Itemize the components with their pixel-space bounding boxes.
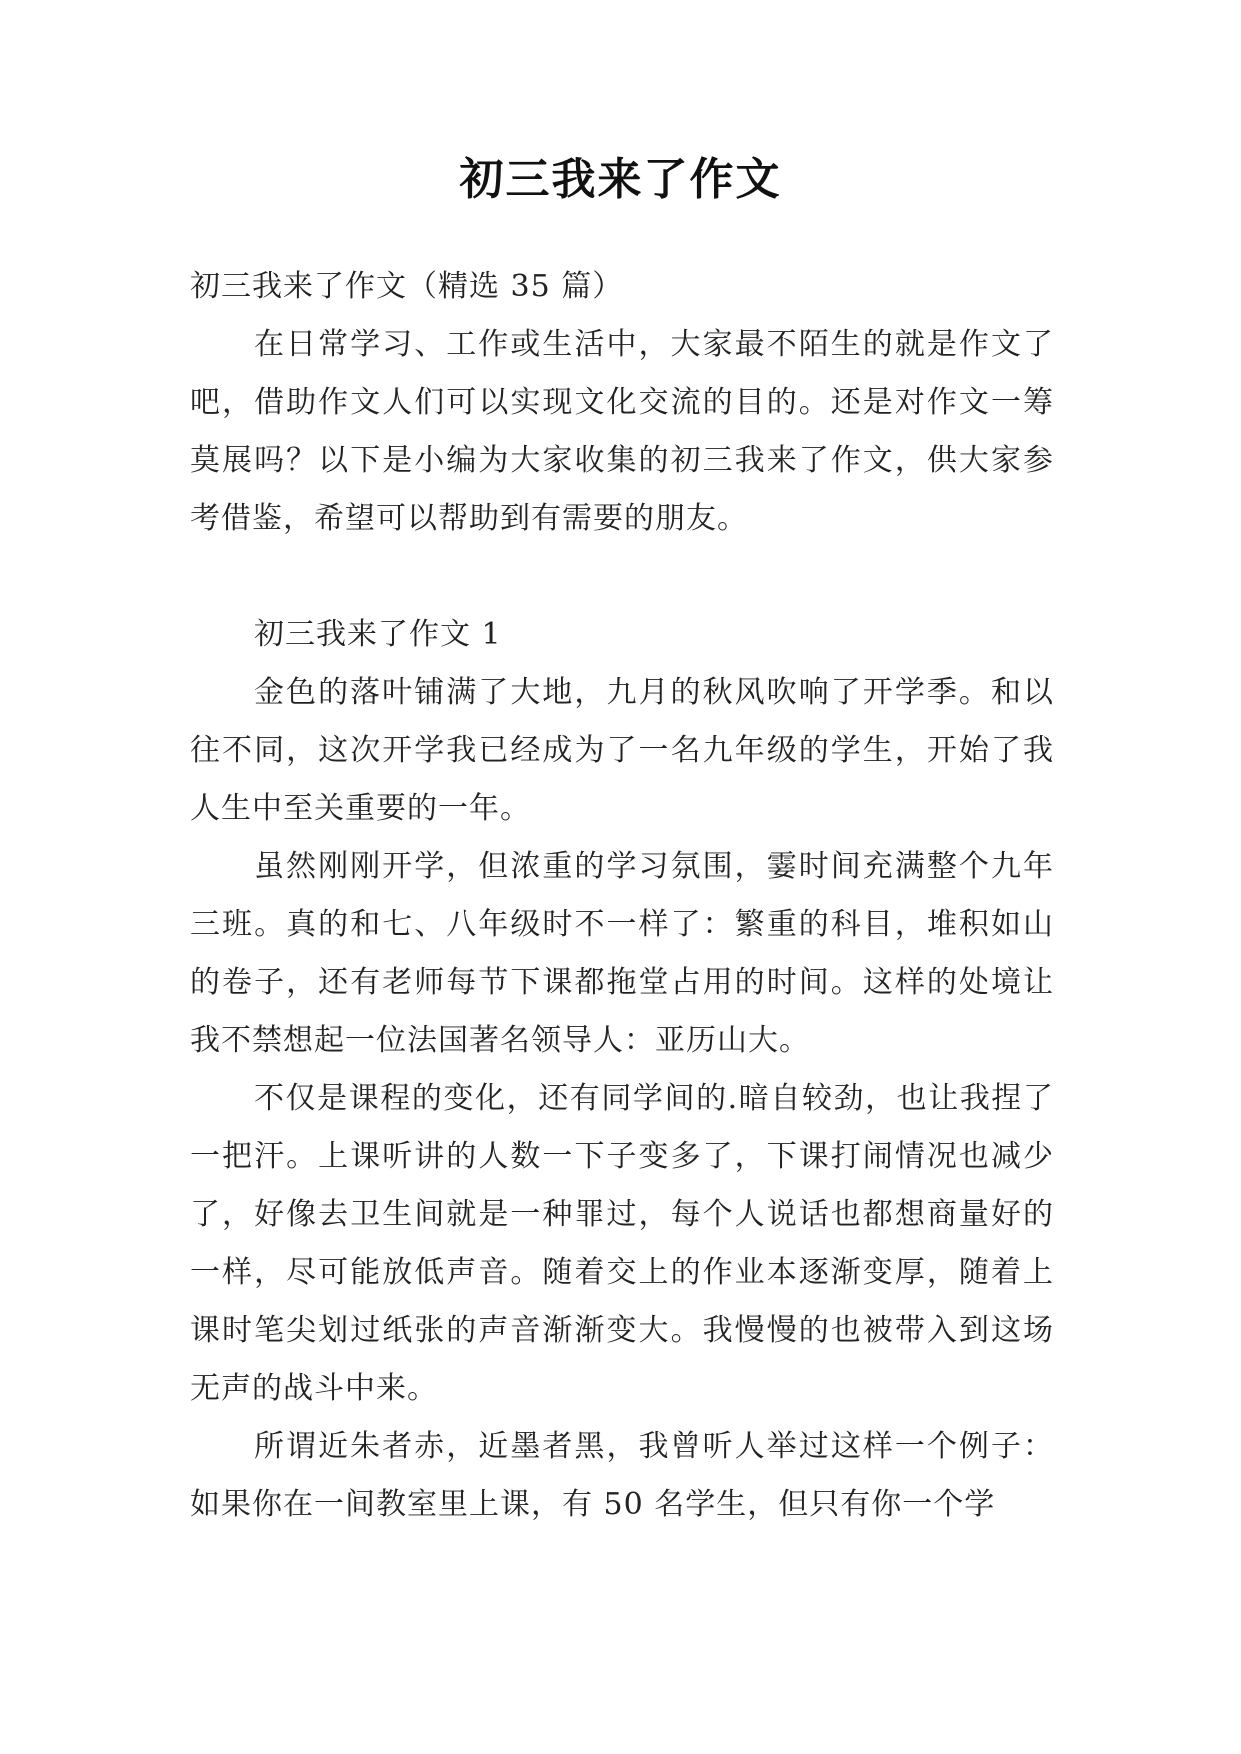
section-heading: 初三我来了作文 1 (254, 617, 502, 652)
document-body (190, 258, 1054, 1534)
section-spacer (190, 548, 1054, 606)
document-subtitle: 初三我来了作文（精选 35 篇） (190, 269, 624, 304)
body-paragraph: 所谓近朱者赤，近墨者黑，我曾听人举过这样一个例子：如果你在一间教室里上课，有 50 名学生，但只有你一个学 (190, 1429, 1054, 1522)
body-paragraph: 虽然刚刚开学，但浓重的学习氛围，霎时间充满整个九年三班。真的和七、八年级时不一样了：繁重的科目，堆积如山的卷子，还有老师每节下课都拖堂占用的时间。这样的处境让我不禁想起一位法国著名领导人：亚历山大。 (190, 849, 1054, 1058)
body-paragraph: 金色的落叶铺满了大地，九月的秋风吹响了开学季。和以往不同，这次开学我已经成为了一名九年级的学生，开始了我人生中至关重要的一年。 (190, 675, 1054, 826)
intro-paragraph: 在日常学习、工作或生活中，大家最不陌生的就是作文了吧，借助作文人们可以实现文化交流的目的。还是对作文一筹莫展吗？以下是小编为大家收集的初三我来了作文，供大家参考借鉴，希望可以帮助到有需要的朋友。 (190, 327, 1054, 536)
document-title: 初三我来了作文 (459, 154, 782, 205)
body-paragraph: 不仅是课程的变化，还有同学间的.暗自较劲，也让我捏了一把汗。上课听讲的人数一下子变多了，下课打闹情况也减少了，好像去卫生间就是一种罪过，每个人说话也都想商量好的一样，尽可能放低声音。随着交上的作业本逐渐变厚，随着上课时笔尖划过纸张的声音渐渐变大。我慢慢的也被带入到这场无声的战斗中来。 (190, 1081, 1054, 1406)
